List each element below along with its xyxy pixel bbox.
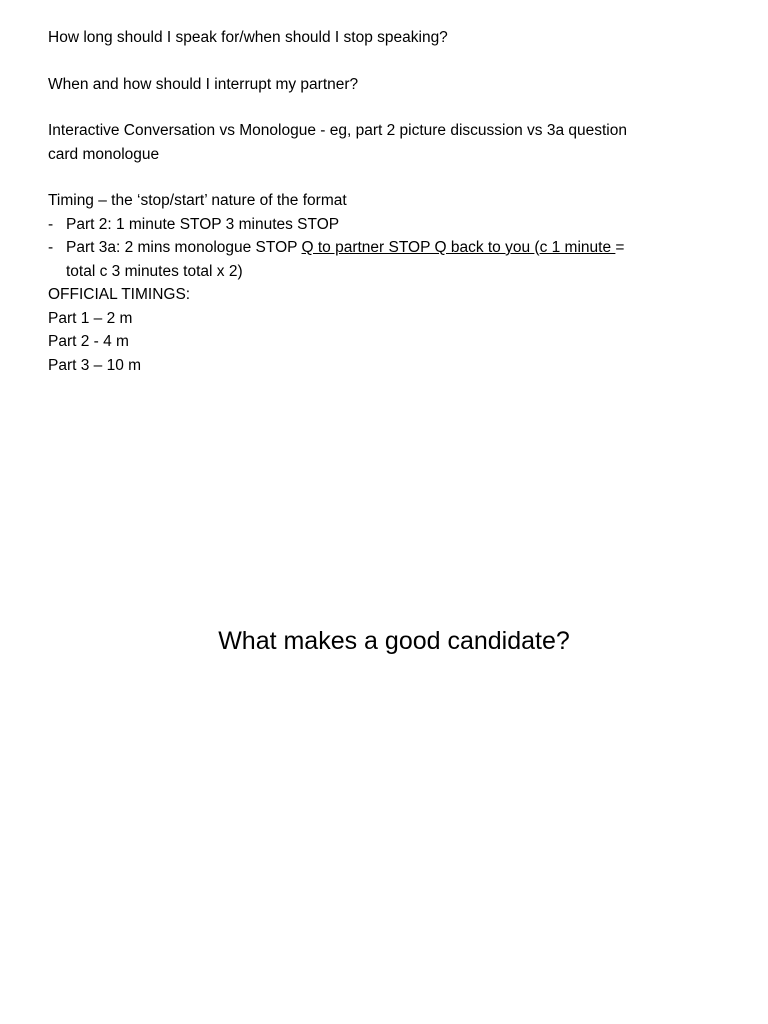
- question-interrupt-partner: When and how should I interrupt my partner?: [48, 75, 359, 93]
- bullet-part-2-text: Part 2: 1 minute STOP 3 minutes STOP: [66, 215, 340, 233]
- bullet-part-3a-suffix: =: [615, 239, 625, 256]
- bullet-part-3a-underlined-1: Q to partner STOP Q back to you: [301, 239, 535, 256]
- bullet-dash: -: [48, 215, 54, 233]
- bullet-part-3a: [48, 236, 728, 283]
- interactive-vs-monologue-line2: card monologue: [48, 145, 160, 163]
- bullet-part-2: [48, 213, 728, 237]
- timing-part-1: Part 1 – 2 m: [48, 309, 133, 327]
- bullet-part-3a-mid: (: [534, 239, 540, 256]
- question-speaking-length: How long should I speak for/when should I stop speaking?: [48, 29, 448, 46]
- interactive-vs-monologue-line1: Interactive Conversation vs Monologue - eg, part 2 picture discussion vs 3a question: [48, 122, 627, 139]
- bullet-dash: -: [48, 239, 54, 256]
- timing-part-2: Part 2 - 4 m: [48, 333, 129, 350]
- headline-good-candidate: What makes a good candidate?: [218, 627, 570, 655]
- bullet-part-3a-line2: total c 3 minutes total x 2): [66, 262, 243, 280]
- bullet-part-3a-prefix: Part 3a: 2 mins monologue STOP: [66, 239, 302, 256]
- timing-part-3: Part 3 – 10 m: [48, 356, 142, 374]
- bullet-part-3a-underlined-2: c 1 minute: [539, 239, 616, 256]
- timing-bullet-list: [48, 213, 728, 284]
- notes-block: [48, 26, 728, 377]
- official-timings-heading: OFFICIAL TIMINGS:: [48, 286, 191, 303]
- timing-heading: Timing – the ‘stop/start’ nature of the format: [48, 192, 347, 209]
